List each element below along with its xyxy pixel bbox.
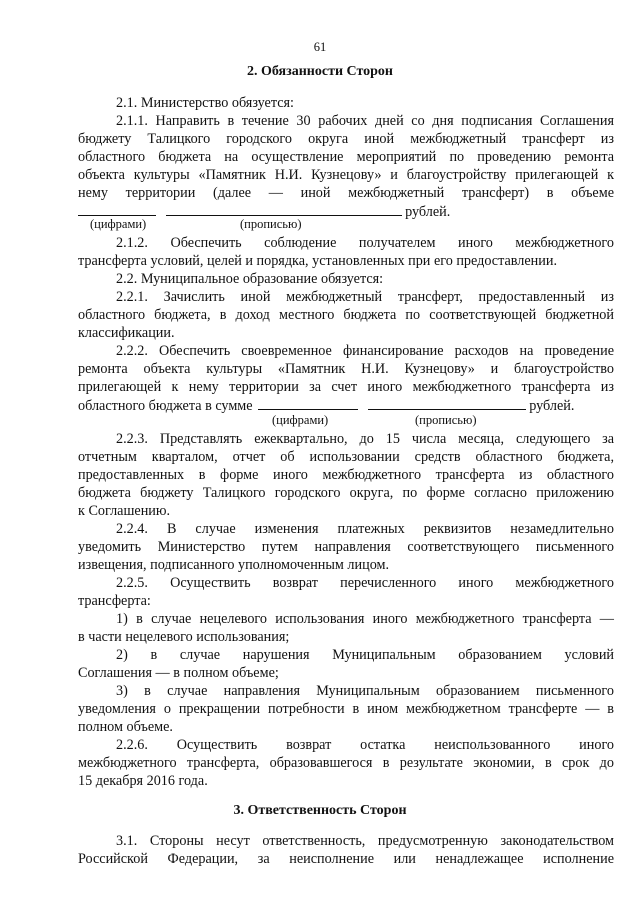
clause-line: областного бюджета, в доход местного бюджета по соответствующей бюджетной [78,307,614,323]
clause-line: бюджета бюджету Талицкого городского округа, по форме согласно приложению [78,485,614,501]
clause-line: трансферта условий, целей и порядка, установленных при его предоставлении. [78,253,557,269]
clause-line: к Соглашению. [78,503,171,519]
clause-line: отчетным кварталом, отчет об использовании средств областного бюджета, [78,449,614,465]
amount-unit: рублей. [405,204,451,220]
clause-line: 2.2.5. Осуществить возврат перечисленного иного межбюджетного [116,575,614,591]
clause-line: межбюджетного трансферта, образовавшегося в результате экономии, в срок до [78,755,614,771]
clause-line: 2) в случае нарушения Муниципальным образованием условий [116,647,614,663]
clause-line: областного бюджета в сумме [78,398,253,414]
clause-2-1: 2.1. Министерство обязуется: [116,95,294,111]
clause-line: уведомить Министерство путем направления соответствующего письменного [78,539,614,555]
clause-line: 2.1.2. Обеспечить соблюдение получателем иного межбюджетного [116,235,614,251]
clause-line: 2.1.1. Направить в течение 30 рабочих дней со дня подписания Соглашения [116,113,614,129]
amount-words-blank [166,203,402,216]
clause-line: Российской Федерации, за неисполнение или ненадлежащее исполнение [78,851,614,867]
clause-line: полном объеме. [78,719,173,735]
amount-digits-blank [258,397,358,410]
clause-line: классификации. [78,325,175,341]
clause-line: ремонта объекта культуры «Памятник Н.И. Кузнецову» и благоустройство [78,361,614,377]
hint-words: (прописью) [415,413,477,427]
clause-line: прилегающей к нему территории за счет иного межбюджетного трансферта из [78,379,614,395]
amount-words-blank [368,397,526,410]
clause-line: 3.1. Стороны несут ответственность, предусмотренную законодательством [116,833,614,849]
section-3-title: 3. Ответственность Сторон [233,803,407,818]
amount-line [78,203,614,222]
clause-line: уведомления о прекращении потребности в ином межбюджетном трансферте — в [78,701,614,717]
clause-line: 15 декабря 2016 года. [78,773,208,789]
clause-line: Соглашения — в полном объеме; [78,665,279,681]
clause-line: 2.2.6. Осуществить возврат остатка неиспользованного иного [116,737,614,753]
clause-line: 2.2.4. В случае изменения платежных реквизитов незамедлительно [116,521,614,537]
clause-line: 3) в случае направления Муниципальным образованием письменного [116,683,614,699]
clause-line: трансферта: [78,593,151,609]
clause-line: 2.2.1. Зачислить иной межбюджетный трансферт, предоставленный из [116,289,614,305]
clause-line: 2.2.3. Представлять ежеквартально, до 15 числа месяца, следующего за [116,431,614,447]
section-2-title: 2. Обязанности Сторон [246,64,393,79]
clause-line: бюджету Талицкого городского округа иной межбюджетный трансферт из [78,131,614,147]
hint-digits: (цифрами) [90,217,147,231]
clause-line: в части нецелевого использования; [78,629,290,645]
hint-digits: (цифрами) [272,413,329,427]
clause-line: областного бюджета на осуществление мероприятий по проведению ремонта [78,149,614,165]
amount-line [78,397,614,416]
clause-line: 1) в случае нецелевого использования иного межбюджетного трансферта — [116,611,614,627]
clause-line: 2.2.2. Обеспечить своевременное финансирование расходов на проведение [116,343,614,359]
clause-2-2: 2.2. Муниципальное образование обязуется: [116,271,384,287]
hint-words: (прописью) [240,217,302,231]
clause-line: извещения, подписанного уполномоченным лицом. [78,557,390,573]
clause-line: предоставленных в форме иного межбюджетного трансферта из областного [78,467,614,483]
clause-line: нему территории (далее — иной межбюджетный трансферт) в объеме [78,185,614,201]
amount-unit: рублей. [529,398,575,414]
page-number: 61 [313,40,327,54]
amount-digits-blank [78,203,156,216]
clause-line: объекта культуры «Памятник Н.И. Кузнецову» и благоустройству прилегающей к [78,167,614,183]
